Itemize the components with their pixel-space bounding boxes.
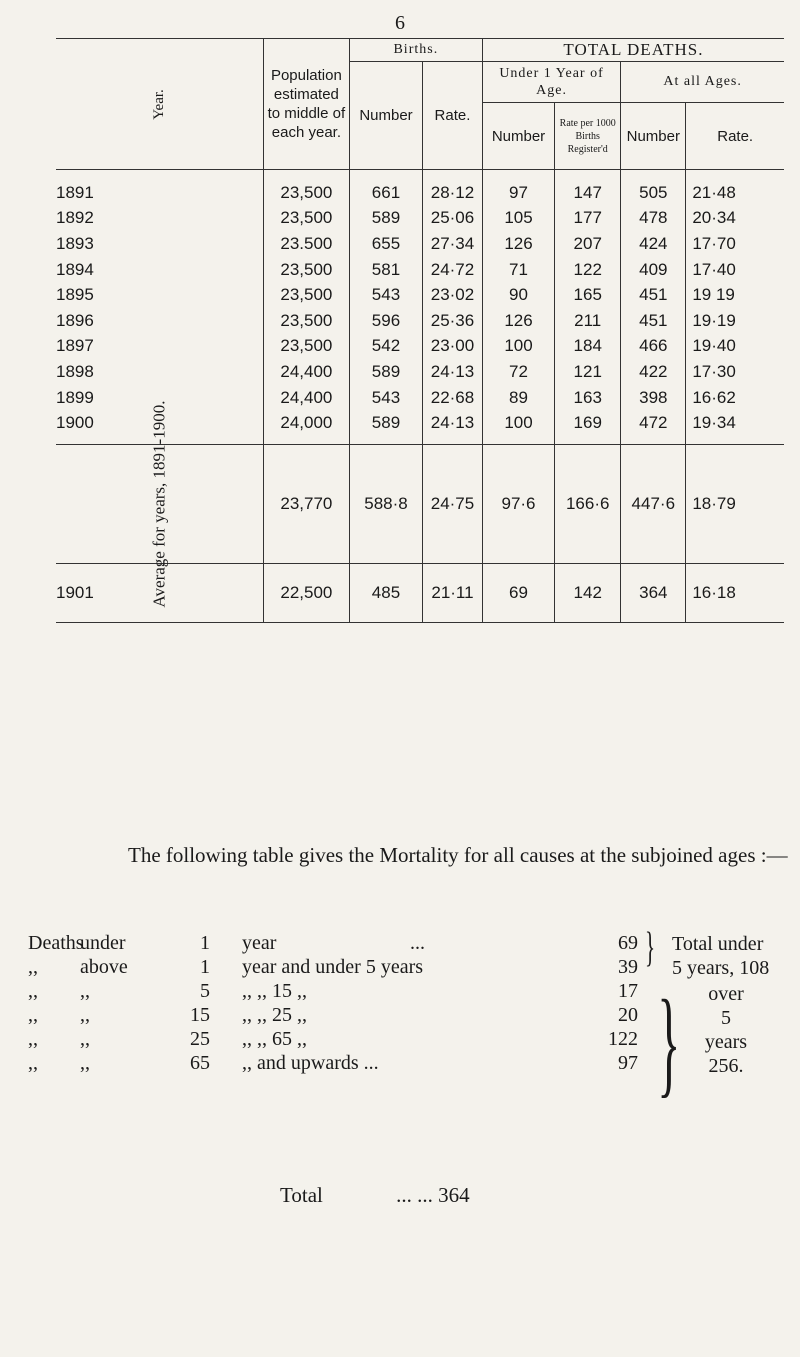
cell-infant-rate: 184 [555,334,621,360]
cell-infant-rate: 121 [555,359,621,385]
page-number: 6 [395,12,405,34]
over5-summary [676,982,776,1078]
age-line-b: under [80,932,126,954]
deaths-rate-header: Rate. [717,127,754,145]
cell-infant-number: 72 [482,359,554,385]
cell-births-rate: 28·12 [423,170,483,206]
cell-infant-rate: 211 [555,308,621,334]
births-rate-1901: 21·11 [423,563,483,622]
age-line-c: 1 [200,956,210,978]
infant-number-header: Number [482,103,554,170]
cell-infant-number: 90 [482,282,554,308]
births-number-header: Number [349,62,422,170]
cell-infant-rate: 163 [555,385,621,411]
cell-births-number: 543 [349,385,422,411]
cell-year: 1897 [56,334,263,360]
age-line-c: 25 [190,1028,210,1050]
total-line [280,1183,700,1208]
cell-births-number: 655 [349,231,422,257]
cell-year: 1900 [56,410,263,444]
cell-deaths-rate: 19 19 [692,285,735,305]
age-line-c: 15 [190,1004,210,1026]
age-line-b: ,, [80,1028,90,1050]
age-line-b: ,, [80,980,90,1002]
cell-infant-number: 89 [482,385,554,411]
age-line-a: ,, [28,1004,38,1026]
cell-deaths-number: 466 [621,334,686,360]
cell-deaths-number: 398 [621,385,686,411]
cell-year: 1896 [56,308,263,334]
table-row [56,257,784,283]
births-header: Births. [349,39,482,62]
age-line-f: 20 [618,1004,638,1026]
under5-label: Total under [672,933,764,955]
cell-births-number: 542 [349,334,422,360]
mortality-table [56,38,784,623]
age-line-c: 65 [190,1052,210,1074]
age-line-b: above [80,956,128,978]
cell-deaths-rate: 17·30 [692,361,736,381]
table-row [56,206,784,232]
age-line-f: 69 [618,932,638,954]
cell-infant-number: 100 [482,410,554,444]
cell-deaths-rate: 19·34 [692,413,736,433]
avg-population: 23,770 [263,444,349,563]
age-line-f: 122 [608,1028,638,1050]
pop-1901: 22,500 [263,563,349,622]
cell-infant-rate: 169 [555,410,621,444]
deaths-number-1901: 364 [621,563,686,622]
cell-infant-number: 100 [482,334,554,360]
under-one-header: Under 1 Year of Age. [482,62,620,103]
cell-population: 23.500 [263,231,349,257]
over5-l3: years [704,1031,748,1053]
age-line-e: ... [410,932,425,954]
under5-summary [672,932,769,980]
avg-infant-rate: 166·6 [555,444,621,563]
cell-births-rate: 25·36 [423,308,483,334]
cell-births-rate: 24·72 [423,257,483,283]
age-line-d: year [242,932,277,954]
cell-year: 1891 [56,170,263,206]
cell-births-rate: 27·34 [423,231,483,257]
cell-population: 23,500 [263,170,349,206]
cell-births-rate: 24·13 [423,410,483,444]
total-deaths-header: TOTAL DEATHS. [482,39,784,62]
brace-over5: } [657,975,681,1108]
births-rate-header: Rate. [423,62,483,170]
cell-year: 1893 [56,231,263,257]
cell-population: 24,000 [263,410,349,444]
infant-rate-header: Rate per 1000 Births Register'd [555,103,621,170]
age-line-c: 1 [200,932,210,954]
deaths-rate-1901: 16·18 [692,582,736,602]
age-line-a: ,, [28,956,38,978]
over5-l4: 256. [708,1055,744,1077]
cell-population: 24,400 [263,359,349,385]
cell-infant-rate: 207 [555,231,621,257]
age-line-b: ,, [80,1004,90,1026]
cell-deaths-rate: 19·40 [692,336,736,356]
cell-births-number: 543 [349,282,422,308]
cell-infant-rate: 165 [555,282,621,308]
cell-births-number: 596 [349,308,422,334]
cell-deaths-number: 451 [621,308,686,334]
table-row [56,231,784,257]
age-line-f: 97 [618,1052,638,1074]
deaths-number-header: Number [621,103,686,170]
cell-deaths-number: 424 [621,231,686,257]
avg-deaths-number: 447·6 [621,444,686,563]
average-label: Average for years, 1891-1900. [56,444,263,563]
table-row [56,334,784,360]
cell-births-number: 661 [349,170,422,206]
cell-deaths-rate: 17·40 [692,259,736,279]
age-line-a: Deaths [28,932,84,954]
cell-population: 23,500 [263,206,349,232]
cell-births-rate: 25·06 [423,206,483,232]
cell-births-rate: 23·02 [423,282,483,308]
cell-infant-number: 126 [482,231,554,257]
cell-population: 24,400 [263,385,349,411]
cell-deaths-rate: 20·34 [692,208,736,228]
cell-year: 1898 [56,359,263,385]
cell-births-rate: 24·13 [423,359,483,385]
age-line-f: 17 [618,980,638,1002]
table-row [56,359,784,385]
births-number-1901: 485 [349,563,422,622]
cell-infant-rate: 177 [555,206,621,232]
cell-births-number: 589 [349,410,422,444]
cell-deaths-number: 451 [621,282,686,308]
table-row [56,170,784,206]
avg-deaths-rate: 18·79 [692,493,736,513]
age-line-a: ,, [28,1052,38,1074]
age-line-d: ,, ,, 25 ,, [242,1004,307,1026]
cell-deaths-number: 505 [621,170,686,206]
cell-year: 1892 [56,206,263,232]
cell-infant-number: 126 [482,308,554,334]
cell-deaths-number: 409 [621,257,686,283]
avg-births-rate: 24·75 [423,444,483,563]
cell-deaths-number: 472 [621,410,686,444]
brace-under5: } [645,925,656,971]
age-line-d: ,, ,, 65 ,, [242,1028,307,1050]
cell-population: 23,500 [263,308,349,334]
cell-infant-number: 97 [482,170,554,206]
total-label: Total [280,1183,323,1207]
population-header: Population estimated to middle of each year. [263,39,349,170]
age-line-f: 39 [618,956,638,978]
over5-l2: 5 [721,1007,731,1029]
age-line-d: ,, ,, 15 ,, [242,980,307,1002]
year-header: Year. [56,39,263,170]
cell-births-rate: 22·68 [423,385,483,411]
over5-l1: over [708,983,744,1005]
total-dots: ... ... [396,1183,433,1207]
cell-deaths-number: 478 [621,206,686,232]
cell-infant-rate: 122 [555,257,621,283]
cell-year: 1895 [56,282,263,308]
age-line-a: ,, [28,980,38,1002]
under5-value: 5 years, 108 [672,957,770,979]
cell-births-number: 589 [349,206,422,232]
cell-infant-number: 71 [482,257,554,283]
age-line-d: year and under 5 years [242,956,424,978]
cell-population: 23,500 [263,334,349,360]
avg-births-number: 588·8 [349,444,422,563]
year-1901: 1901 [56,563,263,622]
cell-deaths-rate: 19·19 [692,310,736,330]
cell-births-number: 589 [349,359,422,385]
avg-infant-number: 97·6 [482,444,554,563]
cell-year: 1894 [56,257,263,283]
all-ages-header: At all Ages. [621,62,784,103]
infant-rate-1901: 142 [555,563,621,622]
infant-number-1901: 69 [482,563,554,622]
cell-infant-number: 105 [482,206,554,232]
mortality-paragraph: The following table gives the Mortality for all causes at the subjoined ages :— [128,843,788,867]
table-row [56,282,784,308]
cell-deaths-rate: 17·70 [692,233,736,253]
cell-births-number: 581 [349,257,422,283]
cell-deaths-number: 422 [621,359,686,385]
cell-infant-rate: 147 [555,170,621,206]
age-line-a: ,, [28,1028,38,1050]
cell-year: 1899 [56,385,263,411]
table-row [56,308,784,334]
cell-births-rate: 23·00 [423,334,483,360]
cell-deaths-rate: 21·48 [692,182,736,202]
cell-deaths-rate: 16·62 [692,387,736,407]
cell-population: 23,500 [263,282,349,308]
total-value: 364 [438,1183,470,1207]
age-line-b: ,, [80,1052,90,1074]
age-line-d: ,, and upwards ... [242,1052,379,1074]
cell-population: 23,500 [263,257,349,283]
age-line-c: 5 [200,980,210,1002]
